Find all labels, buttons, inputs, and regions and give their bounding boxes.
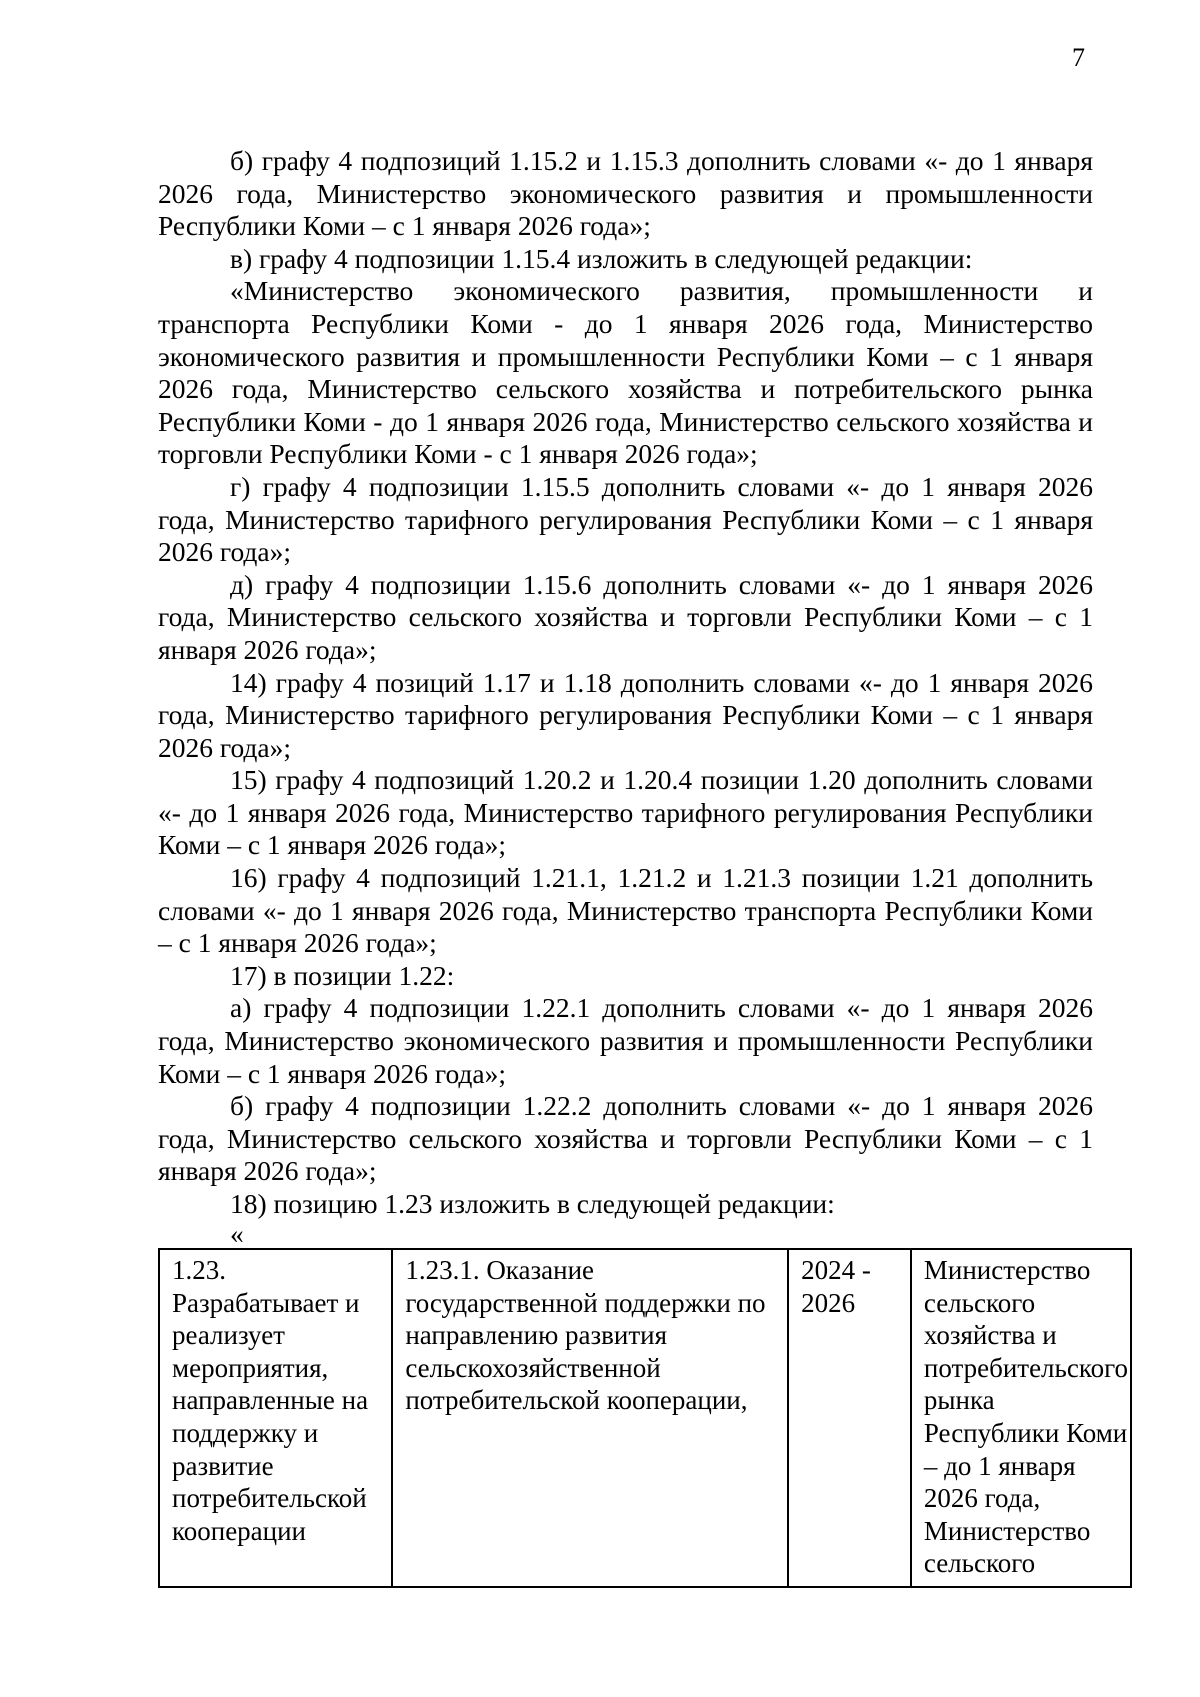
paragraph-d-1-15-6: д) графу 4 подпозиции 1.15.6 дополнить словами «- до 1 января 2026 года, Министерство сельского хозяйства и торговли Республики Коми – с 1 января 2026 года»;	[158, 568, 1093, 665]
paragraph-quote-1-15-4: «Министерство экономического развития, промышленности и транспорта Республики Коми - до 1 января 2026 года, Министерство экономического развития и промышленности Республики Коми – с 1 января 2026 года, Министерство сельского хозяйства и потребительского рынка Республики Коми - до 1 января 2026 года, Министерство сельского хозяйства и торговли Республики Коми - с 1 января 2026 года»;	[158, 275, 1093, 470]
position-1-23-table	[158, 1248, 1132, 1588]
paragraph-g-1-15-5: г) графу 4 подпозиции 1.15.5 дополнить словами «- до 1 января 2026 года, Министерство тарифного регулирования Республики Коми – с 1 января 2026 года»;	[158, 470, 1093, 568]
paragraph-16: 16) графу 4 подпозиций 1.21.1, 1.21.2 и 1.21.3 позиции 1.21 дополнить словами «- до 1 января 2026 года, Министерство транспорта Республики Коми – с 1 января 2026 года»;	[158, 862, 1093, 959]
table-row	[159, 1249, 1131, 1587]
cell-position	[159, 1249, 392, 1587]
position-text: 1.23. Разрабатывает и реализует мероприятия, направленные на поддержку и развитие потребительской кооперации	[172, 1255, 369, 1546]
document-body	[158, 145, 1093, 1247]
paragraph-18: 18) позицию 1.23 изложить в следующей редакции:	[230, 1188, 835, 1219]
paragraph-v-1-15-4: в) графу 4 подпозиции 1.15.4 изложить в следующей редакции:	[230, 242, 973, 274]
cell-subposition	[392, 1249, 788, 1587]
paragraph-a-1-22-1: а) графу 4 подпозиции 1.22.1 дополнить словами «- до 1 января 2026 года, Министерство экономического развития и промышленности Республики Коми – с 1 января 2026 года»;	[158, 992, 1093, 1089]
paragraph-b-1-15-2: б) графу 4 подпозиций 1.15.2 и 1.15.3 дополнить словами «- до 1 января 2026 года, Министерство экономического развития и промышленности Республики Коми – с 1 января 2026 года»;	[158, 145, 1093, 242]
cell-responsible	[911, 1249, 1131, 1587]
paragraph-b-1-22-2: б) графу 4 подпозиции 1.22.2 дополнить словами «- до 1 января 2026 года, Министерство сельского хозяйства и торговли Республики Коми – с 1 января 2026 года»;	[158, 1090, 1093, 1187]
subposition-text: 1.23.1. Оказание государственной поддержки по направлению развития сельскохозяйственной потребительской кооперации,	[405, 1255, 766, 1416]
paragraph-14: 14) графу 4 позиций 1.17 и 1.18 дополнить словами «- до 1 января 2026 года, Министерство тарифного регулирования Республики Коми – с 1 января 2026 года»;	[158, 666, 1093, 763]
paragraph-17: 17) в позиции 1.22:	[230, 959, 455, 991]
period-text: 2024 - 2026	[801, 1255, 871, 1318]
page-number: 7	[1072, 43, 1085, 72]
cell-period	[788, 1249, 911, 1587]
paragraph-15: 15) графу 4 подпозиций 1.20.2 и 1.20.4 позиции 1.20 дополнить словами «- до 1 января 2026 года, Министерство тарифного регулирования Республики Коми – с 1 января 2026 года»;	[158, 764, 1093, 861]
responsible-text: Министерство сельского хозяйства и потребительского рынка Республики Коми – до 1 января 2026 года, Министерство сельского	[923, 1255, 1128, 1579]
opening-quote-mark: «	[230, 1217, 244, 1249]
